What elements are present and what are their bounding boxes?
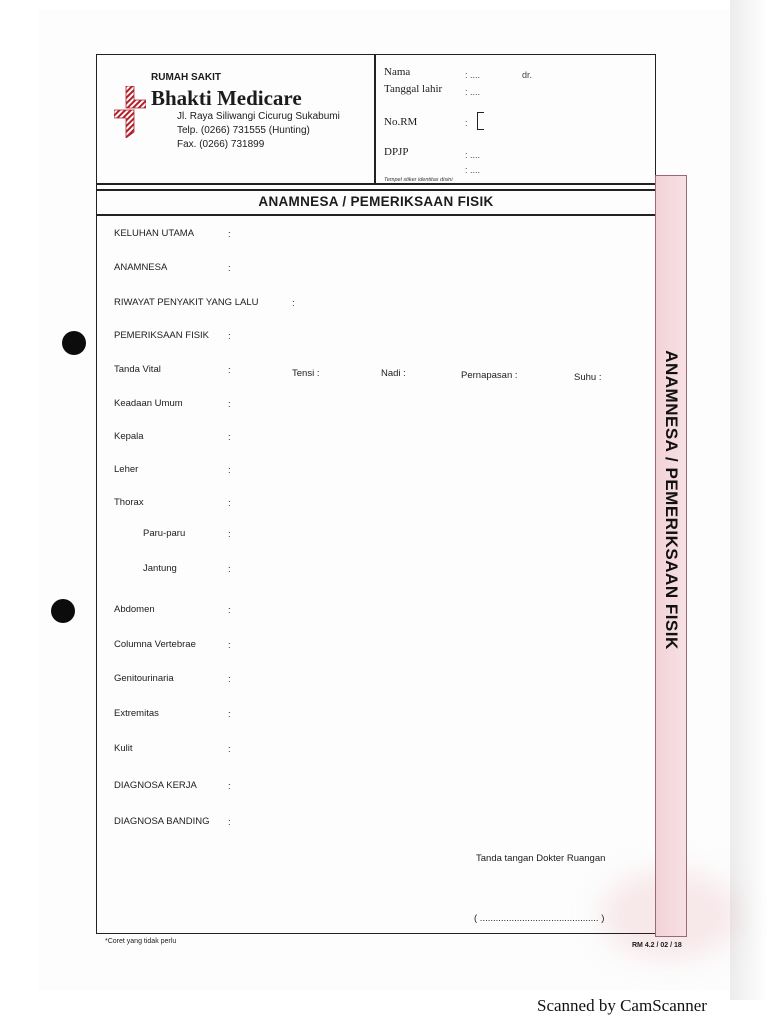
punch-hole-top [62,331,86,355]
colon: : [292,298,295,309]
field-anamnesa: ANAMNESA [114,262,168,273]
field-paru-paru: Paru-paru [143,528,186,539]
signature-label: Tanda tangan Dokter Ruangan [476,853,606,864]
nama-label: Nama [384,66,411,78]
field-tanda-vital: Tanda Vital [114,364,161,375]
hospital-label: RUMAH SAKIT [151,72,221,83]
colon: : [228,564,231,575]
header-divider [374,54,376,185]
dr-prefix: dr. [522,70,533,80]
field-abdomen: Abdomen [114,604,155,615]
punch-hole-bottom [51,599,75,623]
colon: : [228,817,231,828]
colon: : [228,432,231,443]
vital-pernapasan: Pernapasan : [461,370,518,381]
colon: : [228,498,231,509]
field-kulit: Kulit [114,743,133,754]
colon: : [228,365,231,376]
dpjp-value: : .... [465,150,481,160]
colon: : [228,640,231,651]
hospital-phone: Telp. (0266) 731555 (Hunting) [177,125,310,136]
vital-suhu: Suhu : [574,372,602,383]
colon: : [228,399,231,410]
vital-nadi: Nadi : [381,368,406,379]
no-rm-colon: : [465,118,468,128]
hospital-name: Bhakti Medicare [151,86,302,110]
colon: : [228,605,231,616]
colon: : [228,331,231,342]
field-keluhan-utama: KELUHAN UTAMA [114,228,195,239]
header-bottom-line [96,183,656,185]
scanner-watermark: Scanned by CamScanner [537,996,707,1015]
field-jantung: Jantung [143,563,177,574]
field-pemeriksaan-fisik: PEMERIKSAAN FISIK [114,330,210,341]
field-diagnosa-kerja: DIAGNOSA KERJA [114,780,197,791]
footnote: *Coret yang tidak perlu [105,938,177,945]
no-rm-label: No.RM [384,116,418,128]
form-title: ANAMNESA / PEMERIKSAAN FISIK [258,194,494,209]
field-keadaan-umum: Keadaan Umum [114,398,183,409]
tanggal-lahir-value: : .... [465,87,481,97]
vital-tensi: Tensi : [292,368,320,379]
field-leher: Leher [114,464,139,475]
field-diagnosa-banding: DIAGNOSA BANDING [114,816,210,827]
hospital-address: Jl. Raya Siliwangi Cicurug Sukabumi [177,111,340,122]
title-top-line [96,189,656,191]
form-code: RM 4.2 / 02 / 18 [632,942,682,949]
tanggal-lahir-label: Tanggal lahir [384,83,443,95]
colon: : [228,709,231,720]
dpjp-value-2: : .... [465,165,481,175]
field-genitourinaria: Genitourinaria [114,673,174,684]
colon: : [228,229,231,240]
title-bottom-line [96,214,656,216]
colon: : [228,263,231,274]
signature-line: ( ............................................. ) [474,913,605,924]
colon: : [228,529,231,540]
colon: : [228,781,231,792]
form-frame [96,54,656,934]
field-kepala: Kepala [114,431,144,442]
sticker-note: Tempel stiker identitas disini [384,177,453,183]
colon: : [228,465,231,476]
nama-value: : .... [465,70,481,80]
side-tab-title: ANAMNESA / PEMERIKSAAN FISIK [662,350,681,650]
field-extremitas: Extremitas [114,708,159,719]
field-columna-vertebrae: Columna Vertebrae [114,639,196,650]
field-thorax: Thorax [114,497,144,508]
hospital-logo-icon [114,86,146,143]
page-edge-shadow [730,0,768,1000]
colon: : [228,744,231,755]
dpjp-label: DPJP [384,146,409,158]
colon: : [228,674,231,685]
hospital-fax: Fax. (0266) 731899 [177,139,265,150]
field-riwayat: RIWAYAT PENYAKIT YANG LALU [114,297,259,308]
no-rm-bracket-icon [477,112,484,130]
